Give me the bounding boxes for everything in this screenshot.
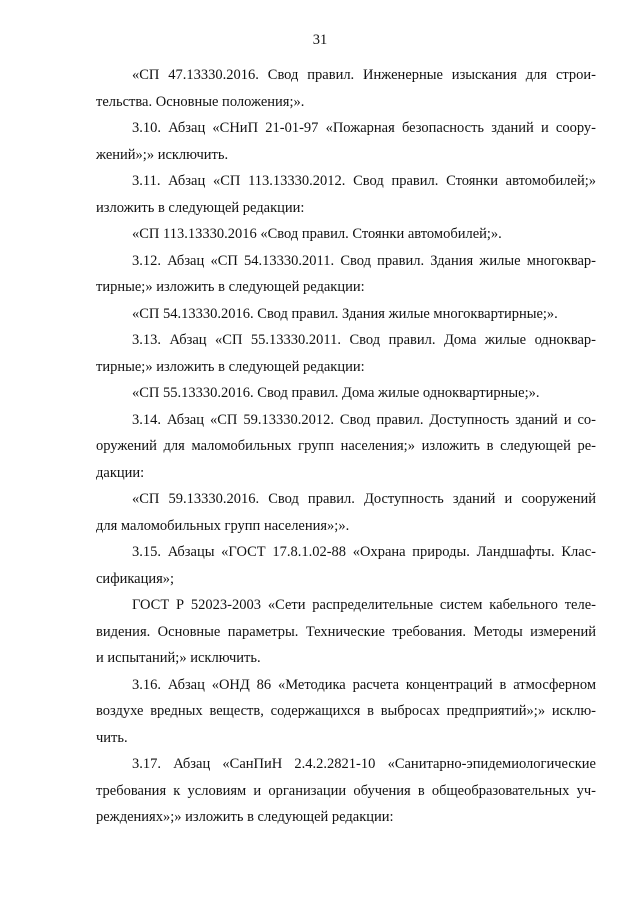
text-line: «СП 113.13330.2016 «Свод правил. Стоянки автомобилей;». [132, 226, 502, 242]
text-line: воздухе вредных веществ, содержащихся в выбросах предприятий»;» исклю- [96, 703, 596, 719]
text-line: «СП 54.13330.2016. Свод правил. Здания жилые многоквартирные;». [132, 305, 558, 322]
text-line: изложить в следующей редакции: [96, 199, 305, 216]
text-line: 3.10. Абзац «СНиП 21-01-97 «Пожарная безопасность зданий и соору- [132, 120, 596, 136]
text-line: тирные;» изложить в следующей редакции: [96, 358, 365, 375]
text-line: реждениях»;» изложить в следующей редакции: [96, 809, 394, 825]
text-line: 3.14. Абзац «СП 59.13330.2012. Свод правил. Доступность зданий и со- [132, 411, 596, 428]
text-line: видения. Основные параметры. Технические требования. Методы измерений [96, 623, 596, 640]
page-number: 31 [312, 32, 328, 48]
text-line: оружений для маломобильных групп населения;» изложить в следующей ре- [96, 438, 596, 454]
text-line: дакции: [96, 464, 145, 481]
text-line: для маломобильных групп населения»;». [96, 517, 350, 534]
text-line: 3.13. Абзац «СП 55.13330.2011. Свод правил. Дома жилые одноквар- [132, 332, 596, 348]
text-line: сификация»; [96, 570, 175, 587]
text-line: «СП 55.13330.2016. Свод правил. Дома жилые одноквартирные;». [132, 385, 540, 401]
text-line: 3.12. Абзац «СП 54.13330.2011. Свод правил. Здания жилые многоквар- [132, 252, 596, 269]
text-line: жений»;» исключить. [96, 146, 229, 163]
text-line: «СП 47.13330.2016. Свод правил. Инженерные изыскания для строи- [132, 67, 596, 83]
text-line: чить. [96, 729, 128, 746]
text-line: 3.11. Абзац «СП 113.13330.2012. Свод правил. Стоянки автомобилей;» [132, 173, 596, 189]
text-line: 3.15. Абзацы «ГОСТ 17.8.1.02-88 «Охрана природы. Ландшафты. Клас- [132, 544, 596, 560]
text-line: 3.16. Абзац «ОНД 86 «Методика расчета концентраций в атмосферном [132, 676, 596, 693]
text-line: 3.17. Абзац «СанПиН 2.4.2.2821-10 «Санитарно-эпидемиологические [132, 756, 596, 772]
text-line: «СП 59.13330.2016. Свод правил. Доступность зданий и сооружений [132, 491, 596, 507]
text-line: тельства. Основные положения;». [96, 93, 305, 110]
document-body [96, 62, 596, 831]
text-line: требования к условиям и организации обучения в общеобразовательных уч- [96, 782, 596, 799]
text-line: ГОСТ Р 52023-2003 «Сети распределительные систем кабельного теле- [132, 597, 596, 613]
text-line: и испытаний;» исключить. [96, 650, 261, 666]
text-line: тирные;» изложить в следующей редакции: [96, 279, 365, 295]
